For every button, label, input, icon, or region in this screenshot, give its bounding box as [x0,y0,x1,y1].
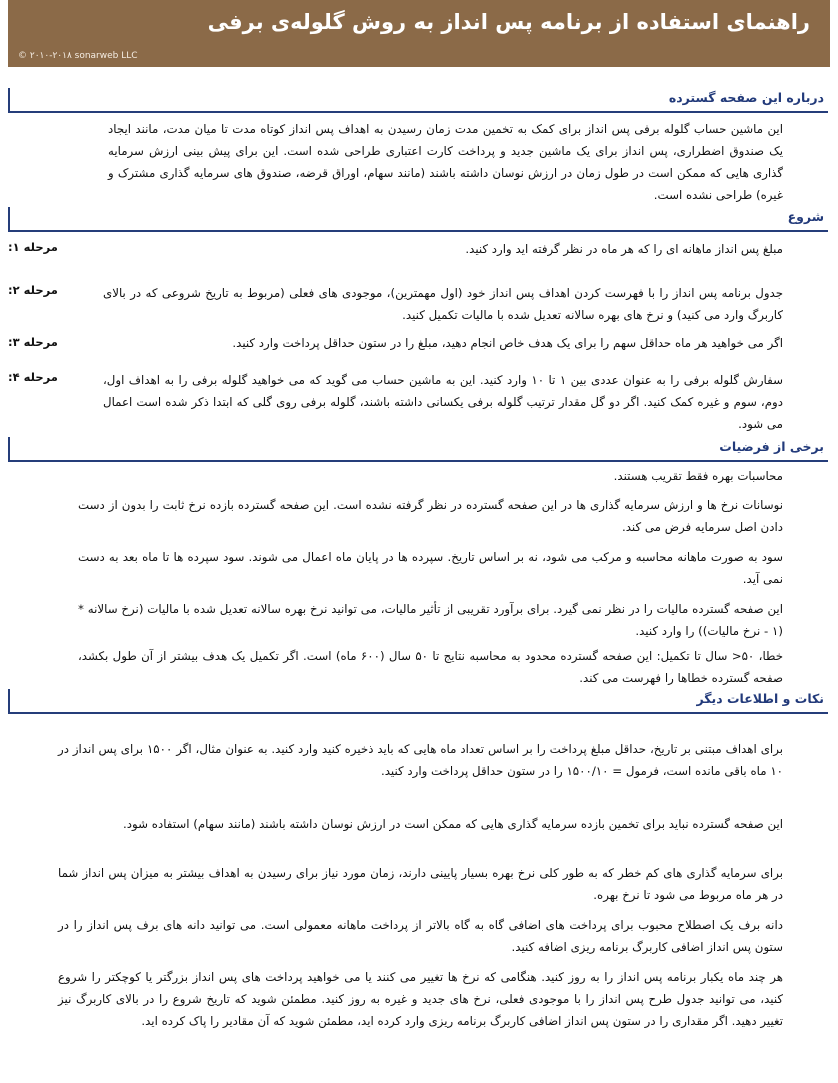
section-title: شروع [787,209,824,224]
note-item: هر چند ماه یکبار برنامه پس انداز را به روز کنید. هنگامی که نرخ ها تغییر می کنند یا می خواهید پرداخت های پس انداز بزرگتر یا کوچکتر را شروع کنید، می توانید جدول طرح پس انداز را با موجودی فعلی، نرخ های جدید و غیره به روز کنید. مطمئن شوید که تاریخ شروع را در بالای کاربرگ نیز تغییر دهید. اگر مقداری را در ستون پس انداز اضافی کاربرگ برنامه ریزی وارد کرده اید، مطمئن شوید که آن مقادیر را پاک کرده اید. [58,970,783,1028]
step-1-text: مبلغ پس انداز ماهانه ای را که هر ماه در نظر گرفته اید وارد کنید. [465,242,783,256]
copyright-notice: © ۲۰۱۰-۲۰۱۸ sonarweb LLC [18,51,138,61]
note-item: دانه برف یک اصطلاح محبوب برای پرداخت های اضافی گاه به گاه بالاتر از پرداخت ماهانه معمولی است. می توانید دانه های برف پس انداز را در ستون پس انداز اضافی کاربرگ برنامه ریزی اضافه کنید. [58,918,783,954]
section-heading-about [8,88,828,113]
step-3-text: اگر می خواهید هر ماه حداقل سهم را برای یک هدف خاص انجام دهید، مبلغ را در ستون حداقل پرداخت وارد کنید. [232,336,783,350]
assumption-item: سود به صورت ماهانه محاسبه و مرکب می شود، نه بر اساس تاریخ. سپرده ها در پایان ماه اعمال می شوند. سود سپرده ها تا ماه بعد به دست نمی آید. [78,550,783,586]
step-4-label: مرحله ۴: [8,370,58,384]
section-heading-start [8,207,828,232]
header-bar [8,0,830,67]
section-heading-assumptions [8,437,828,462]
assumption-item: نوسانات نرخ ها و ارزش سرمایه گذاری ها در این صفحه گسترده در نظر گرفته نشده است. این صفحه گسترده بازده نرخ ثابت را بدون از دست دادن اصل سرمایه فرض می کند. [78,498,783,534]
assumption-item: خطا، ۵۰< سال تا تکمیل: این صفحه گسترده محدود به محاسبه نتایج تا ۵۰ سال (۶۰۰ ماه) است. اگر تکمیل یک هدف بیشتر از آن طول بکشد، صفحه گسترده خطاها را فهرست می کند. [78,649,784,685]
about-text: این ماشین حساب گلوله برفی پس انداز برای کمک به تخمین مدت زمان رسیدن به اهداف پس انداز کوتاه مدت تا میان مدت، مانند ایجاد یک صندوق اضطراری، پس انداز برای یک ماشین جدید و پرداخت کارت اعتباری طراحی شده است. این برای پیش بینی ارزش سرمایه گذاری هایی که ممکن است در طول زمان در ارزش نوسان داشته باشند (مانند سهام، اوراق قرضه، صندوق های سرمایه گذاری مشترک و غیره) طراحی نشده است. [108,122,783,202]
step-3-label: مرحله ۳: [8,335,58,349]
note-item: برای سرمایه گذاری های کم خطر که به طور کلی نرخ بهره بسیار پایینی دارند، زمان مورد نیاز برای رسیدن به اهداف بیشتر به میزان پس انداز شما در هر ماه مربوط می شود تا نرخ بهره. [58,866,783,902]
step-2-text: جدول برنامه پس انداز را با فهرست کردن اهداف پس انداز خود (اول مهمترین)، موجودی های فعلی (مربوط به تاریخ شروعی که در بالای کاربرگ وارد می کنید) و نرخ های بهره سالانه تعدیل شده با مالیات تکمیل کنید. [103,286,783,322]
assumption-item: محاسبات بهره فقط تقریب هستند. [613,469,783,483]
assumption-item: این صفحه گسترده مالیات را در نظر نمی گیرد. برای برآورد تقریبی از تأثیر مالیات، می توانید نرخ بهره سالانه تعدیل شده با مالیات (نرخ سالانه * (۱ - نرخ مالیات)) را وارد کنید. [78,602,783,638]
step-4-text: سفارش گلوله برفی را به عنوان عددی بین ۱ تا ۱۰ وارد کنید. این به ماشین حساب می گوید که می خواهید گلوله برفی را به اهداف اول، دوم، سوم و غیره کمک کنید. اگر دو گل مقدار ترتیب گلوله برفی یکسانی داشته باشند، گلوله برفی روی گلی که ابتدا ذکر شده است اعمال می شود. [103,373,783,431]
page-title: راهنمای استفاده از برنامه پس انداز به روش گلوله‌ی برفی [207,10,810,34]
note-item: این صفحه گسترده نباید برای تخمین بازده سرمایه گذاری هایی که ممکن است در ارزش نوسان داشته باشند (مانند سهام) استفاده شود. [123,817,783,831]
step-2-label: مرحله ۲: [8,283,58,297]
section-title: نکات و اطلاعات دیگر [696,691,824,706]
section-title: برخی از فرضیات [719,439,824,454]
note-item: برای اهداف مبتنی بر تاریخ، حداقل مبلغ پرداخت را بر اساس تعداد ماه هایی که باید ذخیره کنید وارد کنید. به عنوان مثال، اگر ۱۵۰۰ برای پس انداز در ۱۰ ماه باقی مانده است، فرمول = ۱۵۰۰/۱۰ را در ستون حداقل پرداخت وارد کنید. [58,742,784,778]
step-1-label: مرحله ۱: [8,240,58,254]
section-title: درباره این صفحه گسترده [668,90,824,105]
section-heading-notes [8,689,828,714]
